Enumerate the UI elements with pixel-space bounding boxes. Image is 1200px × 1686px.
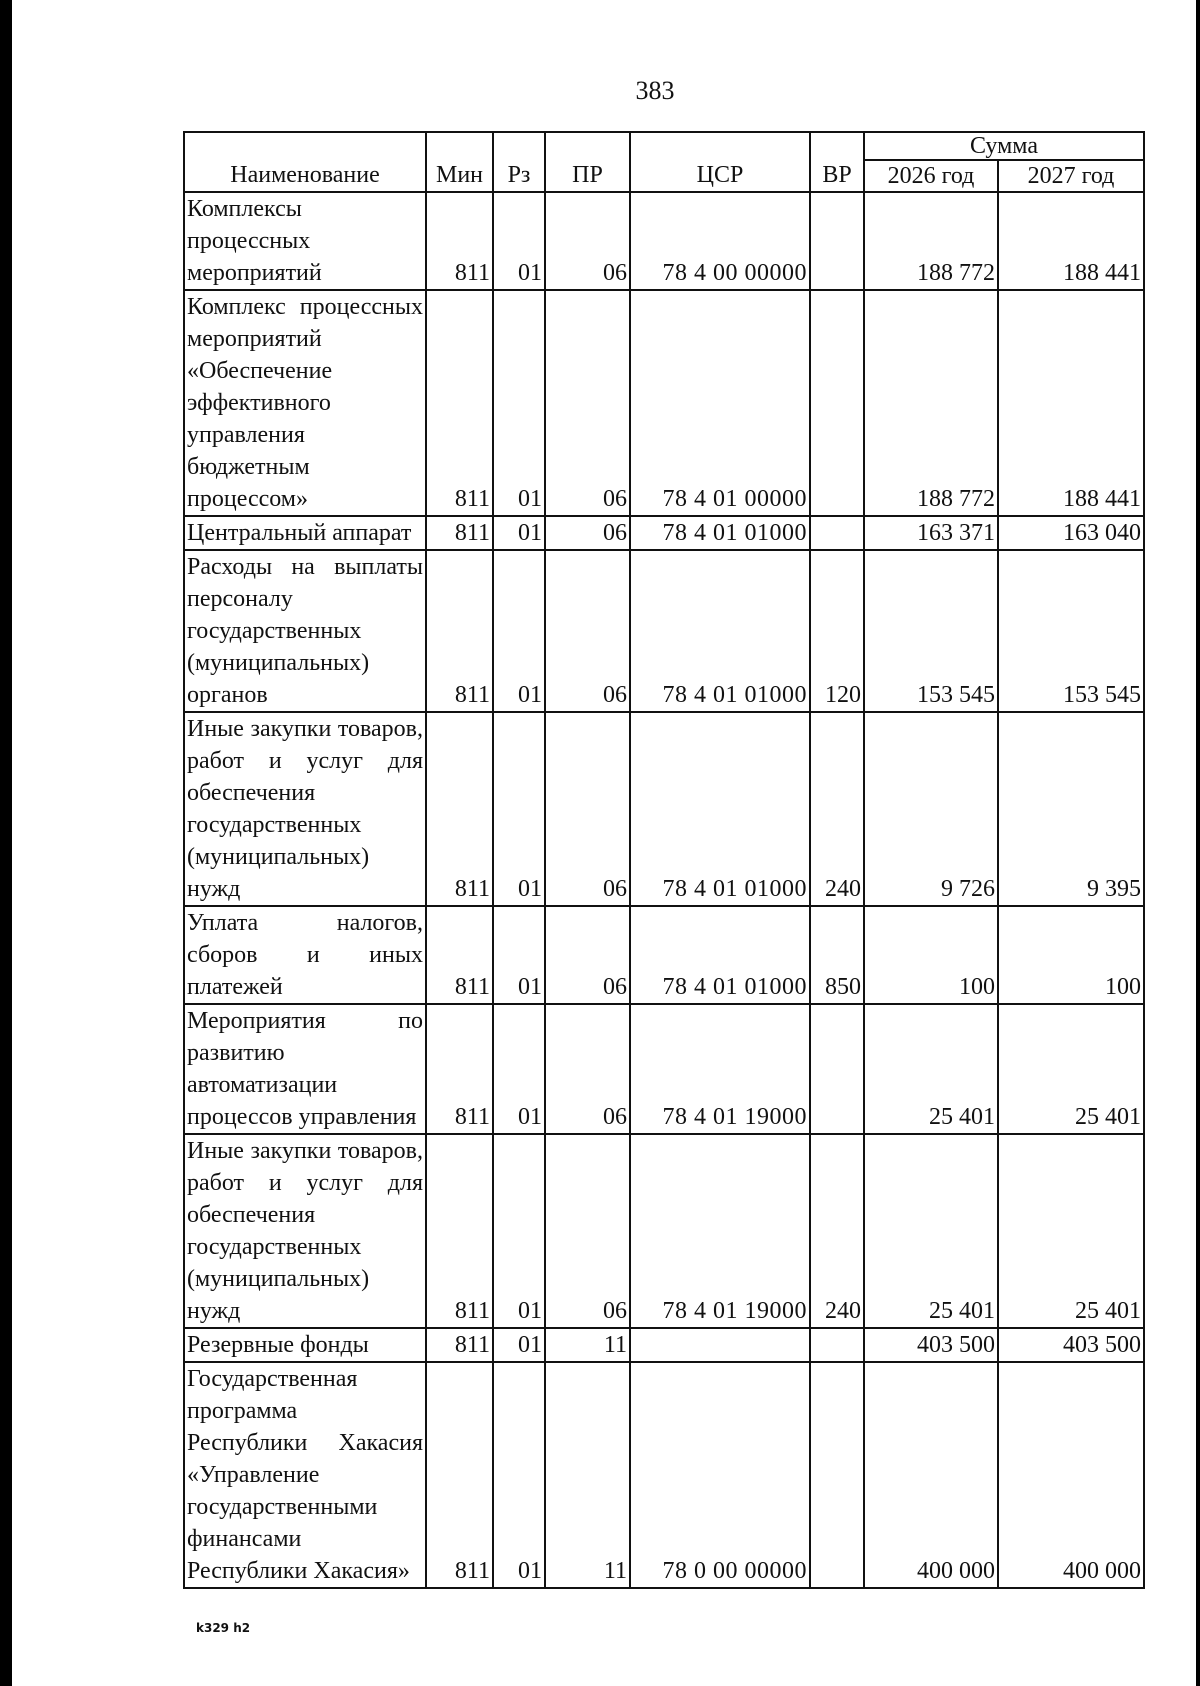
cell-rz: 01 — [493, 1004, 545, 1134]
cell-min: 811 — [426, 906, 493, 1004]
cell-min: 811 — [426, 1328, 493, 1362]
header-pr: ПР — [545, 132, 630, 192]
table-row — [184, 516, 1144, 550]
table-row — [184, 1134, 1144, 1328]
cell-csr: 78 4 01 01000 — [630, 550, 810, 712]
header-name: Наименование — [184, 132, 426, 192]
cell-y2027: 25 401 — [998, 1004, 1144, 1134]
cell-pr: 06 — [545, 1004, 630, 1134]
cell-y2026: 100 — [864, 906, 998, 1004]
header-2027: 2027 год — [998, 160, 1144, 192]
table-row — [184, 1328, 1144, 1362]
cell-rz: 01 — [493, 1362, 545, 1588]
cell-y2026: 25 401 — [864, 1134, 998, 1328]
cell-rz: 01 — [493, 906, 545, 1004]
cell-name: Уплата налогов, сборов и иных платежей — [184, 906, 426, 1004]
cell-y2026: 400 000 — [864, 1362, 998, 1588]
budget-table — [183, 131, 1145, 1589]
footer-code: k329 h2 — [196, 1621, 251, 1635]
cell-pr: 06 — [545, 550, 630, 712]
cell-name: Комплексы процессных мероприятий — [184, 192, 426, 290]
cell-min: 811 — [426, 712, 493, 906]
cell-name: Резервные фонды — [184, 1328, 426, 1362]
cell-csr — [630, 1328, 810, 1362]
cell-y2027: 188 441 — [998, 290, 1144, 516]
cell-vr: 120 — [810, 550, 864, 712]
scan-right-edge — [1196, 0, 1200, 1686]
cell-pr: 11 — [545, 1328, 630, 1362]
cell-pr: 06 — [545, 1134, 630, 1328]
cell-csr: 78 0 00 00000 — [630, 1362, 810, 1588]
cell-csr: 78 4 01 19000 — [630, 1004, 810, 1134]
cell-pr: 06 — [545, 906, 630, 1004]
cell-y2027: 163 040 — [998, 516, 1144, 550]
table-row — [184, 906, 1144, 1004]
header-rz: Рз — [493, 132, 545, 192]
cell-csr: 78 4 01 01000 — [630, 712, 810, 906]
cell-min: 811 — [426, 1004, 493, 1134]
cell-min: 811 — [426, 192, 493, 290]
cell-y2027: 25 401 — [998, 1134, 1144, 1328]
cell-y2027: 100 — [998, 906, 1144, 1004]
cell-rz: 01 — [493, 550, 545, 712]
cell-y2026: 403 500 — [864, 1328, 998, 1362]
cell-min: 811 — [426, 290, 493, 516]
cell-min: 811 — [426, 516, 493, 550]
cell-vr — [810, 192, 864, 290]
cell-name: Мероприятия по развитию автоматизации процессов управления — [184, 1004, 426, 1134]
cell-y2027: 403 500 — [998, 1328, 1144, 1362]
cell-vr: 850 — [810, 906, 864, 1004]
cell-vr: 240 — [810, 1134, 864, 1328]
cell-vr: 240 — [810, 712, 864, 906]
cell-name: Государственная программа Республики Хакасия «Управление государственными финансами Республики Хакасия» — [184, 1362, 426, 1588]
cell-vr — [810, 516, 864, 550]
table-row — [184, 290, 1144, 516]
cell-vr — [810, 290, 864, 516]
cell-name: Расходы на выплаты персоналу государственных (муниципальных) органов — [184, 550, 426, 712]
cell-csr: 78 4 01 01000 — [630, 906, 810, 1004]
cell-vr — [810, 1362, 864, 1588]
header-min: Мин — [426, 132, 493, 192]
cell-csr: 78 4 01 19000 — [630, 1134, 810, 1328]
cell-vr — [810, 1328, 864, 1362]
cell-rz: 01 — [493, 290, 545, 516]
cell-y2027: 9 395 — [998, 712, 1144, 906]
header-sum: Сумма — [864, 132, 1144, 160]
cell-y2026: 163 371 — [864, 516, 998, 550]
cell-y2027: 400 000 — [998, 1362, 1144, 1588]
cell-y2027: 153 545 — [998, 550, 1144, 712]
cell-y2026: 188 772 — [864, 290, 998, 516]
cell-rz: 01 — [493, 516, 545, 550]
cell-vr — [810, 1004, 864, 1134]
header-2026: 2026 год — [864, 160, 998, 192]
cell-pr: 11 — [545, 1362, 630, 1588]
cell-pr: 06 — [545, 192, 630, 290]
cell-y2026: 9 726 — [864, 712, 998, 906]
cell-name: Иные закупки товаров, работ и услуг для обеспечения государственных (муниципальных) нужд — [184, 1134, 426, 1328]
cell-csr: 78 4 01 01000 — [630, 516, 810, 550]
cell-csr: 78 4 01 00000 — [630, 290, 810, 516]
cell-rz: 01 — [493, 712, 545, 906]
cell-pr: 06 — [545, 290, 630, 516]
cell-y2027: 188 441 — [998, 192, 1144, 290]
cell-rz: 01 — [493, 1328, 545, 1362]
page-number: 383 — [635, 76, 675, 105]
table-row — [184, 712, 1144, 906]
cell-pr: 06 — [545, 516, 630, 550]
cell-name: Центральный аппарат — [184, 516, 426, 550]
cell-y2026: 188 772 — [864, 192, 998, 290]
table-row — [184, 1362, 1144, 1588]
header-csr: ЦСР — [630, 132, 810, 192]
cell-y2026: 25 401 — [864, 1004, 998, 1134]
cell-name: Иные закупки товаров, работ и услуг для обеспечения государственных (муниципальных) нужд — [184, 712, 426, 906]
table-row — [184, 192, 1144, 290]
cell-rz: 01 — [493, 192, 545, 290]
cell-min: 811 — [426, 550, 493, 712]
header-row — [184, 132, 1144, 160]
cell-csr: 78 4 00 00000 — [630, 192, 810, 290]
cell-y2026: 153 545 — [864, 550, 998, 712]
scan-left-edge — [0, 0, 12, 1686]
cell-name: Комплекс процессных мероприятий «Обеспечение эффективного управления бюджетным процессом» — [184, 290, 426, 516]
table-row — [184, 1004, 1144, 1134]
cell-min: 811 — [426, 1362, 493, 1588]
cell-rz: 01 — [493, 1134, 545, 1328]
table-row — [184, 550, 1144, 712]
header-vr: ВР — [810, 132, 864, 192]
cell-min: 811 — [426, 1134, 493, 1328]
cell-pr: 06 — [545, 712, 630, 906]
